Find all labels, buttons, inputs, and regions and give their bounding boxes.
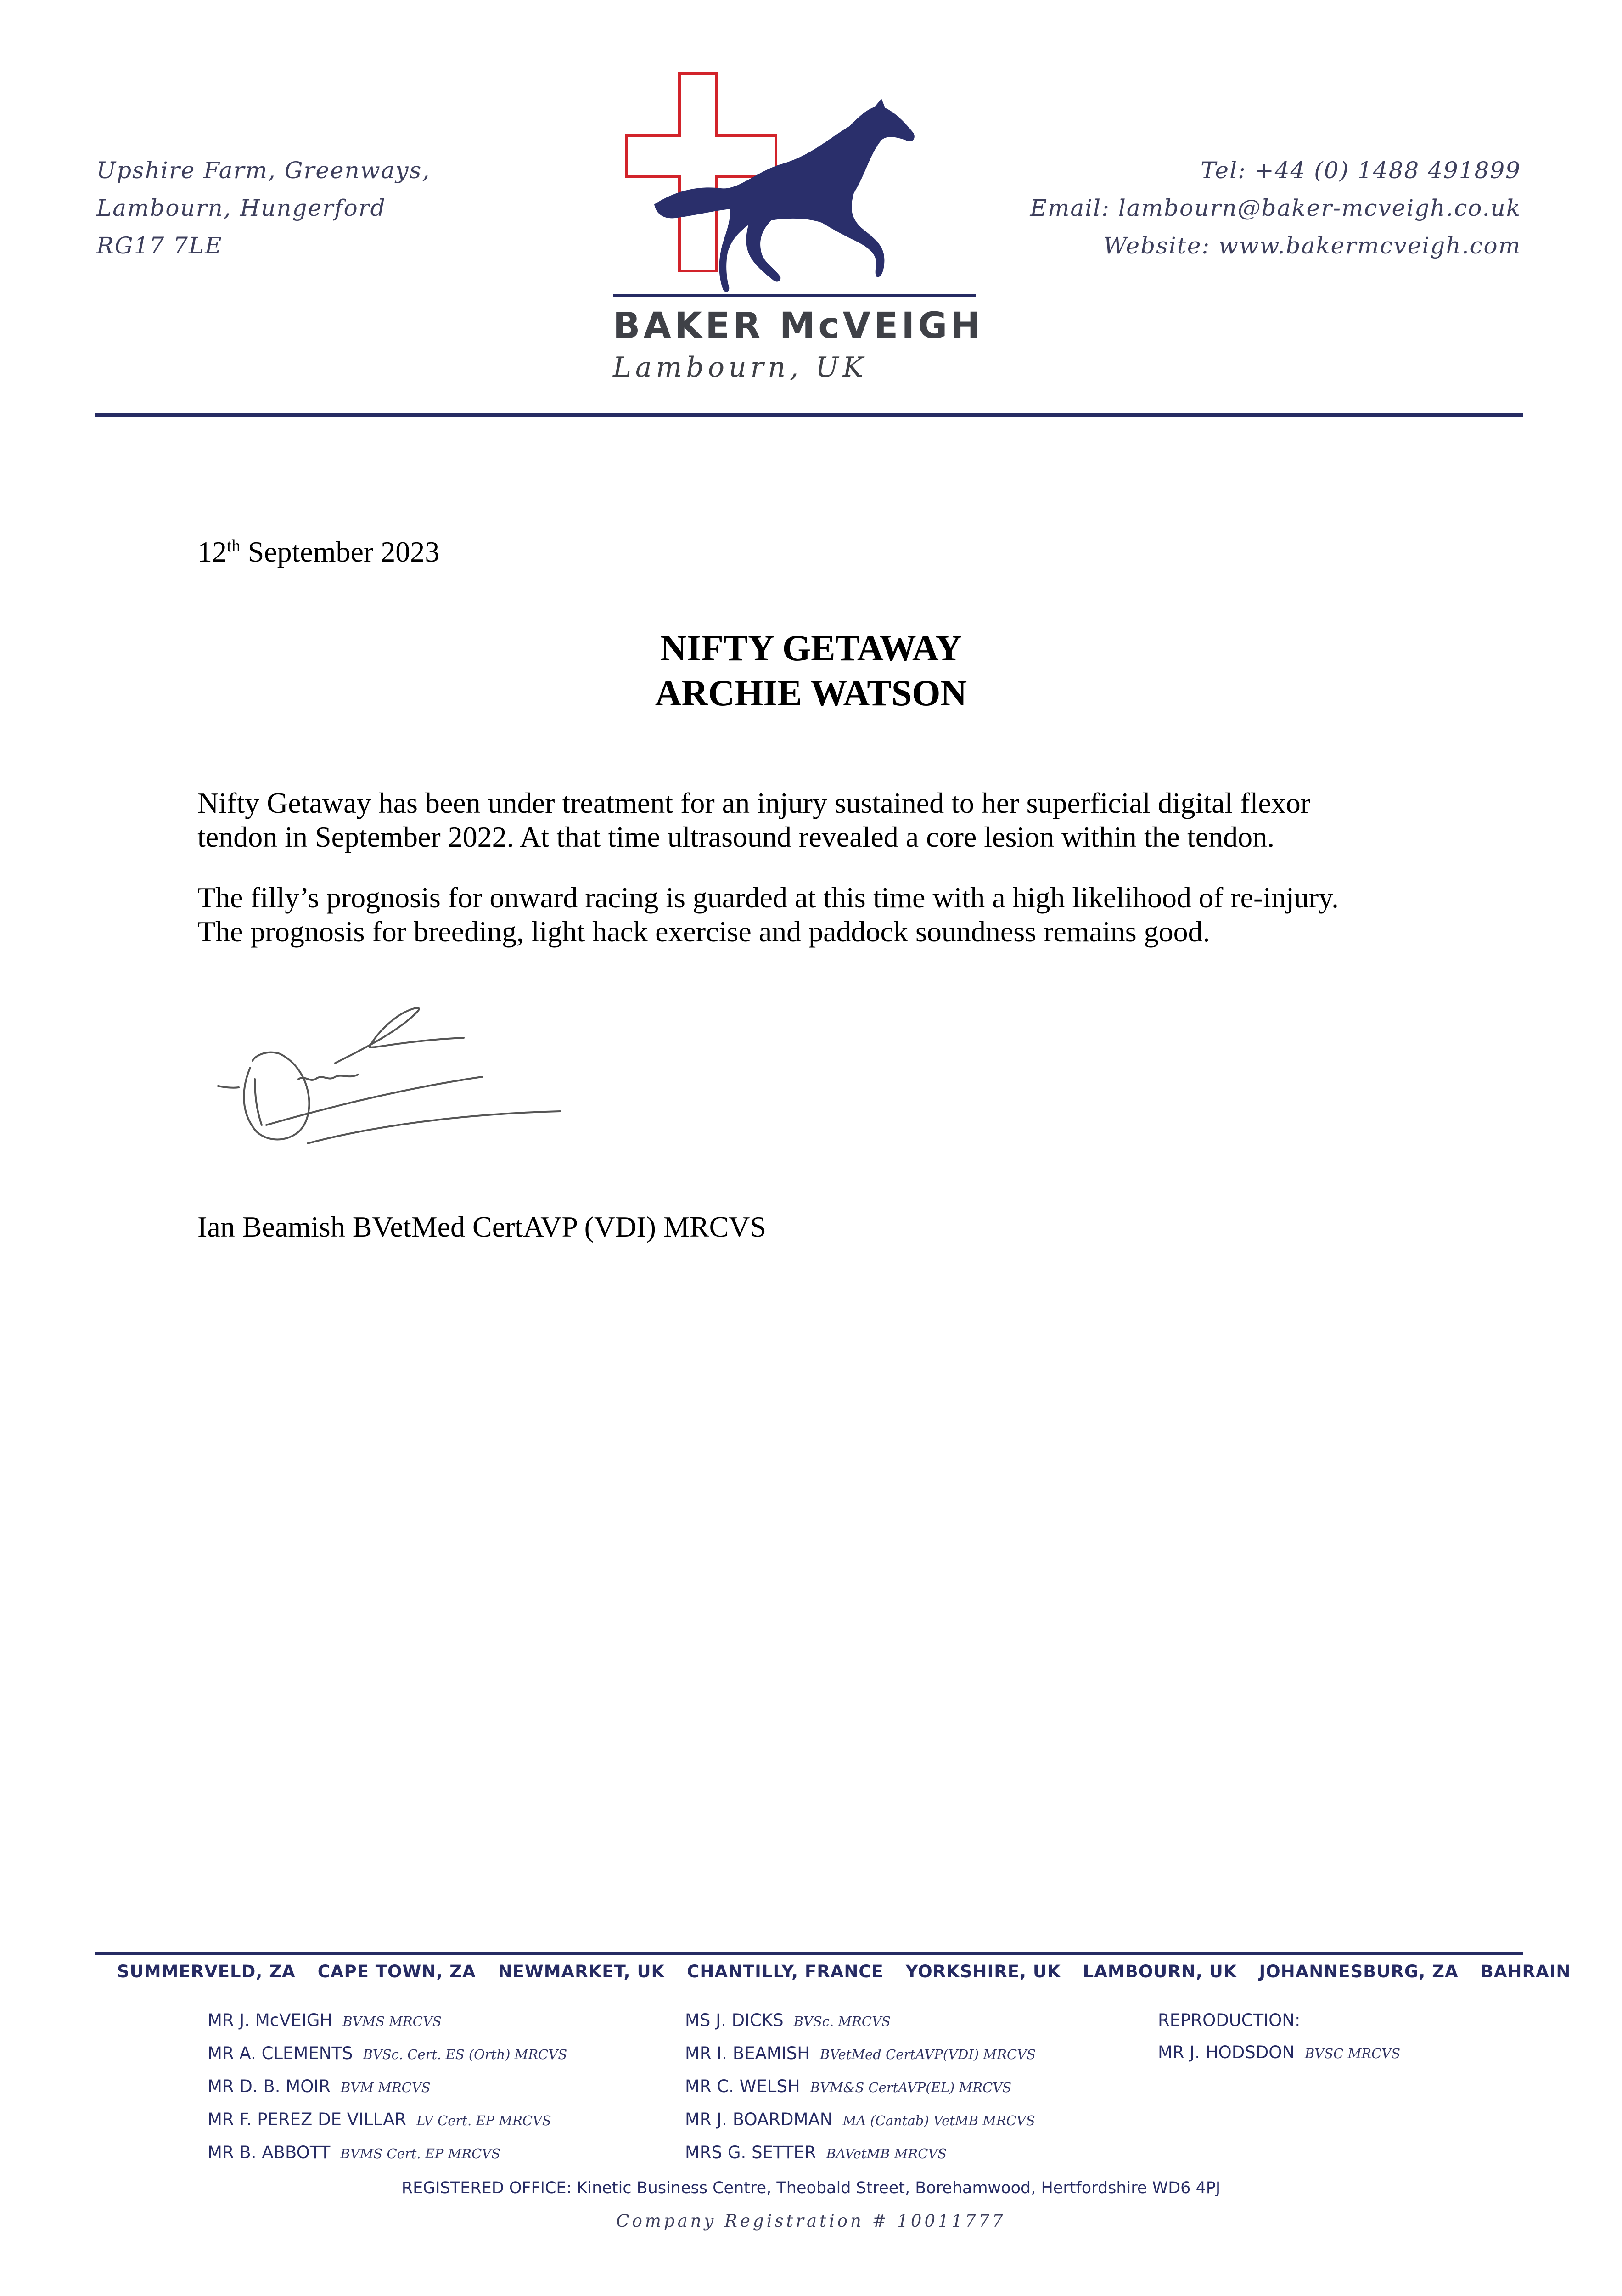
- brand-location: Lambourn, UK: [613, 351, 868, 383]
- body-paragraph-2: [197, 881, 1437, 949]
- location-item: CHANTILLY, FRANCE: [687, 1962, 884, 1981]
- staff-entry: [685, 2037, 1036, 2071]
- staff-entry: [685, 2004, 1036, 2037]
- paragraph-line: The prognosis for breeding, light hack exercise and paddock soundness remains good.: [197, 915, 1210, 948]
- staff-entry: [1158, 2037, 1400, 2070]
- staff-qualifications: BVSc. MRCVS: [793, 2014, 891, 2029]
- signer-name: Ian Beamish BVetMed CertAVP (VDI) MRCVS: [197, 1210, 767, 1243]
- staff-name: MR B. ABBOTT: [208, 2143, 331, 2162]
- staff-qualifications: BVSc. Cert. ES (Orth) MRCVS: [363, 2047, 567, 2062]
- location-item: NEWMARKET, UK: [498, 1962, 665, 1981]
- staff-column-3: [1158, 2004, 1400, 2070]
- location-item: LAMBOURN, UK: [1083, 1962, 1237, 1981]
- location-item: SUMMERVELD, ZA: [117, 1962, 296, 1981]
- staff-entry: [208, 2037, 567, 2071]
- letterhead-contact: [1030, 152, 1521, 264]
- body-paragraph-1: [197, 786, 1437, 854]
- reproduction-heading: REPRODUCTION:: [1158, 2010, 1301, 2030]
- location-item: YORKSHIRE, UK: [905, 1962, 1061, 1981]
- paragraph-line: Nifty Getaway has been under treatment for an injury sustained to her superficial digital flexor: [197, 787, 1311, 819]
- staff-name: MR A. CLEMENTS: [208, 2043, 353, 2063]
- handwritten-signature: [211, 1006, 569, 1162]
- location-item: JOHANNESBURG, ZA: [1259, 1962, 1459, 1981]
- letterhead-address: [96, 152, 430, 264]
- staff-entry: [208, 2071, 567, 2104]
- date-day: 12: [197, 535, 227, 568]
- staff-qualifications: BVM&S CertAVP(EL) MRCVS: [810, 2080, 1012, 2095]
- staff-name: MR J. HODSDON: [1158, 2043, 1295, 2062]
- contact-phone: Tel: +44 (0) 1488 491899: [1201, 157, 1521, 184]
- footer-divider: [95, 1952, 1523, 1955]
- staff-column-2: [685, 2004, 1036, 2170]
- office-locations: [117, 1962, 1593, 1981]
- address-line: RG17 7LE: [96, 232, 223, 259]
- location-item: CAPE TOWN, ZA: [317, 1962, 476, 1981]
- staff-name: MR J. BOARDMAN: [685, 2110, 833, 2129]
- staff-entry: [685, 2137, 1036, 2170]
- location-item: BAHRAIN: [1480, 1962, 1571, 1981]
- staff-name: MR I. BEAMISH: [685, 2043, 810, 2063]
- header-divider: [95, 413, 1523, 417]
- staff-name: MR C. WELSH: [685, 2077, 800, 2096]
- address-line: Upshire Farm, Greenways,: [96, 157, 431, 184]
- paragraph-line: tendon in September 2022. At that time ultrasound revealed a core lesion within the tendon.: [197, 821, 1275, 853]
- staff-name: MS J. DICKS: [685, 2010, 784, 2030]
- staff-entry: [208, 2004, 567, 2037]
- staff-name: MR J. McVEIGH: [208, 2010, 333, 2030]
- horse-cross-logo: [611, 71, 978, 310]
- contact-website: Website: www.bakermcveigh.com: [1103, 232, 1521, 259]
- staff-qualifications: BVM MRCVS: [340, 2080, 431, 2095]
- date-month-year: September 2023: [240, 535, 440, 568]
- staff-entry: [208, 2137, 567, 2170]
- staff-qualifications: BVMS MRCVS: [342, 2014, 442, 2029]
- date-suffix: th: [227, 536, 241, 556]
- staff-entry: [685, 2071, 1036, 2104]
- galloping-horse-icon: [654, 99, 915, 292]
- brand-name: BAKER McVEIGH: [613, 305, 984, 347]
- staff-column-1: [208, 2004, 567, 2170]
- letter-heading-trainer: ARCHIE WATSON: [655, 673, 967, 714]
- staff-name: MRS G. SETTER: [685, 2143, 816, 2162]
- registered-office: REGISTERED OFFICE: Kinetic Business Centre, Theobald Street, Borehamwood, Hertfordshire WD6 4PJ: [401, 2179, 1221, 2197]
- company-registration: Company Registration # 10011777: [616, 2211, 1006, 2231]
- staff-qualifications: BVetMed CertAVP(VDI) MRCVS: [820, 2047, 1036, 2062]
- logo-underline: [613, 294, 976, 297]
- staff-qualifications: LV Cert. EP MRCVS: [416, 2113, 551, 2128]
- staff-qualifications: BVMS Cert. EP MRCVS: [340, 2146, 501, 2161]
- paragraph-line: The filly’s prognosis for onward racing is guarded at this time with a high likelihood of re-injury.: [197, 881, 1339, 914]
- staff-entry: [208, 2104, 567, 2137]
- staff-entry: [685, 2104, 1036, 2137]
- staff-qualifications: MA (Cantab) VetMB MRCVS: [842, 2113, 1035, 2128]
- letter-heading-horse: NIFTY GETAWAY: [660, 628, 962, 669]
- staff-name: MR D. B. MOIR: [208, 2077, 331, 2096]
- staff-qualifications: BAVetMB MRCVS: [826, 2146, 947, 2161]
- staff-name: MR F. PEREZ DE VILLAR: [208, 2110, 407, 2129]
- letter-date: [197, 535, 439, 569]
- staff-qualifications: BVSC MRCVS: [1305, 2046, 1401, 2061]
- contact-email: Email: lambourn@baker-mcveigh.co.uk: [1030, 195, 1521, 221]
- address-line: Lambourn, Hungerford: [96, 195, 386, 221]
